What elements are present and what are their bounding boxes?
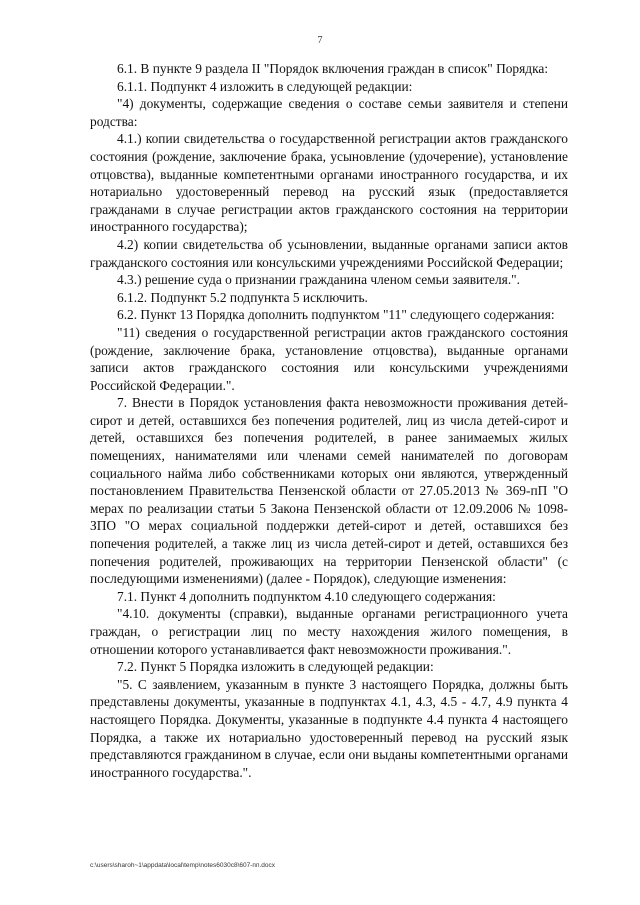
- document-body: [90, 60, 568, 781]
- paragraph-4-3: 4.3.) решение суда о признании гражданина членом семьи заявителя.".: [117, 272, 520, 288]
- paragraph-6-1: 6.1. В пункте 9 раздела II "Порядок включения граждан в список" Порядка:: [117, 61, 549, 76]
- paragraph-7-1: 7.1. Пункт 4 дополнить подпунктом 4.10 следующего содержания:: [117, 588, 496, 604]
- paragraph-quote-11: "11) сведения о государственной регистрации актов гражданского состояния (рождение, заключение брака, установление отцовства), выданные органами записи актов гражданского состояния или консульскими учреждениями Российской Федерации.".: [90, 324, 568, 393]
- page-number: 7: [317, 35, 323, 46]
- paragraph-quote-4: "4) документы, содержащие сведения о составе семьи заявителя и степени родства:: [90, 96, 568, 129]
- paragraph-7: 7. Внести в Порядок установления факта невозможности проживания детей-сирот и детей, оставшихся без попечения родителей, лиц из числа детей-сирот и детей, оставшихся без попечения родителей, в ранее занимаемых жилых помещениях, нанимателями или членами семей нанимателей по договорам социального найма либо собственниками которых они являются, утвержденный постановлением Правительства Пензенской области от 27.05.2013 № 369-пП "О мерах по реализации статьи 5 Закона Пензенской области от 12.09.2006 № 1098-ЗПО "О мерах социальной поддержки детей-сирот и детей, оставшихся без попечения родителей, а также лиц из числа детей-сирот и детей, оставшихся без попечения родителей, проживающих на территории Пензенской области" (с последующими изменениями) (далее - Порядок), следующие изменения:: [90, 395, 568, 587]
- paragraph-4-2: 4.2) копии свидетельства об усыновлении, выданные органами записи актов гражданского состояния или консульскими учреждениями Российской Федерации;: [90, 236, 568, 270]
- paragraph-6-1-2: 6.1.2. Подпункт 5.2 подпункта 5 исключить.: [117, 289, 368, 305]
- footer-file-path: c:\users\sharoh~1\appdata\local\temp\notes6030c8\607-пп.docx: [90, 862, 276, 869]
- paragraph-7-2: 7.2. Пункт 5 Порядка изложить в следующей редакции:: [117, 659, 434, 675]
- paragraph-4-1: 4.1.) копии свидетельства о государственной регистрации актов гражданского состояния (рождение, заключение брака, усыновление (удочерение), установление отцовства), выданные компетентными органами иностранного государства, и их нотариально удостоверенный перевод на русский язык (предоставляется гражданами в случае регистрации актов гражданского состояния на территории иностранного государства);: [90, 131, 568, 235]
- paragraph-quote-4-10: "4.10. документы (справки), выданные органами регистрационного учета граждан, о регистрации лиц по месту нахождения жилого помещения, в отношении которого устанавливается факт невозможности проживания.".: [90, 606, 568, 657]
- paragraph-6-1-1: 6.1.1. Подпункт 4 изложить в следующей редакции:: [117, 78, 413, 94]
- paragraph-6-2: 6.2. Пункт 13 Порядка дополнить подпунктом "11" следующего содержания:: [117, 307, 555, 323]
- paragraph-quote-5: "5. С заявлением, указанным в пункте 3 настоящего Порядка, должны быть представлены документы, указанные в подпунктах 4.1, 4.3, 4.5 - 4.7, 4.9 пункта 4 настоящего Порядка. Документы, указанные в подпункте 4.4 пункта 4 настоящего Порядка, а также их нотариально удостоверенный перевод на русский язык представляются гражданином в случае, если они выданы компетентными органами иностранного государства.".: [90, 676, 568, 780]
